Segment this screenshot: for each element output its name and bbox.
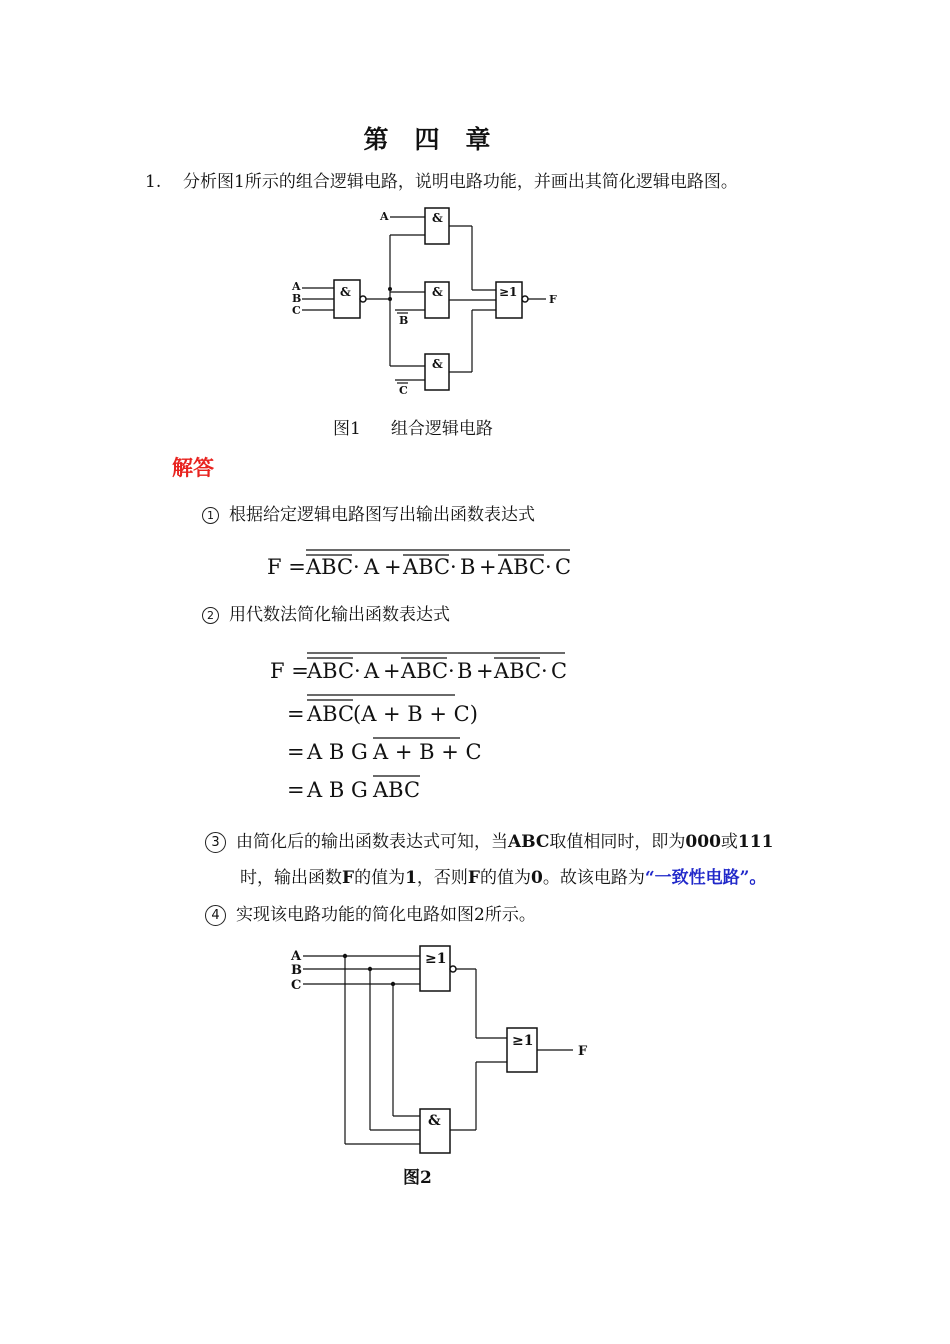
- svg-text:+: +: [384, 555, 402, 579]
- step-3-line2: 时，输出函数F的值为1，否则F的值为0。故该电路为“一致性电路”。: [240, 868, 767, 888]
- fig1-nand-label: &: [340, 285, 351, 299]
- svg-text:·: ·: [450, 555, 457, 579]
- figure2-circuit: [285, 938, 605, 1158]
- svg-text:ABC: ABC: [307, 659, 355, 683]
- fig1-side-input-b: B: [399, 314, 409, 327]
- eq2-line3-eq: =: [287, 740, 305, 764]
- fig1-input-b: B: [292, 292, 302, 305]
- fig1-side-input-c: C: [399, 384, 408, 397]
- fig1-and-top-label: &: [432, 211, 443, 225]
- fig2-input-b: B: [291, 963, 302, 978]
- fig1-and-mid-label: &: [432, 285, 443, 299]
- svg-text:ABC: ABC: [307, 702, 355, 726]
- step-2-marker: 2: [202, 607, 219, 624]
- svg-text:·: ·: [354, 659, 361, 683]
- fig2-input-a: A: [291, 949, 302, 964]
- question: [145, 167, 738, 192]
- fig1-input-c: C: [292, 304, 301, 317]
- figure1-caption-label: 图1: [333, 419, 361, 439]
- svg-text:·: ·: [448, 659, 455, 683]
- eq1-term1: ABC: [306, 555, 354, 579]
- svg-text:+: +: [476, 659, 494, 683]
- svg-text:+: +: [479, 555, 497, 579]
- svg-text:C: C: [555, 555, 572, 579]
- svg-text:A: A: [364, 659, 380, 683]
- step-1: [202, 500, 535, 525]
- svg-text:ABC: ABC: [494, 659, 542, 683]
- eq2-line2-eq: =: [287, 702, 305, 726]
- step-3: 3 由简化后的输出函数表达式可知，当ABC取值相同时，即为000或111: [205, 827, 773, 853]
- eq2-line3-abg: A B G: [307, 740, 368, 764]
- eq1-term3: ABC: [498, 555, 546, 579]
- fig1-and-bottom-label: &: [432, 357, 443, 371]
- fig2-or-label: ≥1: [512, 1033, 534, 1049]
- fig1-or-label: ≥1: [499, 285, 518, 299]
- equation-1: [262, 540, 582, 585]
- step-1-text: 根据给定逻辑电路图写出输出函数表达式: [229, 505, 535, 525]
- eq2-line4-abg: A B G: [307, 778, 368, 802]
- figure1-caption-text: 组合逻辑电路: [390, 419, 493, 439]
- eq2-line2-sum: (A + B + C): [353, 702, 478, 726]
- svg-text:B: B: [457, 659, 473, 683]
- step-1-marker: 1: [202, 507, 219, 524]
- svg-text:·: ·: [353, 555, 360, 579]
- fig1-output-f: F: [549, 293, 557, 306]
- fig2-input-c: C: [291, 978, 302, 993]
- equation-2: [265, 643, 585, 808]
- chapter-title: 第四章: [363, 125, 517, 154]
- step-3-marker: 3: [205, 832, 226, 853]
- fig2-and-label: &: [428, 1113, 441, 1129]
- svg-text:·: ·: [541, 659, 548, 683]
- eq2-line3-sum: A + B + C: [373, 740, 482, 764]
- step-2-text: 用代数法简化输出函数表达式: [229, 605, 450, 625]
- fig1-side-input-a: A: [380, 210, 389, 223]
- fig1-input-a: A: [292, 280, 301, 293]
- step-4-marker: 4: [205, 905, 226, 926]
- eq2-line4-eq: =: [287, 778, 305, 802]
- figure2-caption: 图2: [403, 1168, 432, 1188]
- svg-text:A: A: [364, 555, 380, 579]
- step-4: [205, 900, 536, 926]
- svg-text:ABC: ABC: [401, 659, 449, 683]
- svg-text:B: B: [460, 555, 476, 579]
- step-2: [202, 600, 450, 625]
- fig2-output-f: F: [578, 1044, 588, 1059]
- svg-text:C: C: [551, 659, 568, 683]
- answer-heading: 解答: [172, 455, 214, 480]
- eq2-line4-abc: ABC: [373, 778, 421, 802]
- consistency-circuit-highlight: “一致性电路”。: [644, 868, 767, 888]
- eq1-f: F =: [267, 555, 306, 579]
- step-4-text: 实现该电路功能的简化电路如图2所示。: [236, 905, 536, 925]
- fig2-nor-label: ≥1: [425, 951, 447, 967]
- figure1-caption: [333, 414, 493, 439]
- figure1-circuit: [280, 200, 580, 405]
- question-number: 1.: [145, 172, 162, 192]
- svg-text:·: ·: [545, 555, 552, 579]
- eq1-term2: ABC: [403, 555, 451, 579]
- eq2-f: F =: [270, 659, 309, 683]
- svg-text:+: +: [383, 659, 401, 683]
- question-text: 分析图1所示的组合逻辑电路，说明电路功能，并画出其简化逻辑电路图。: [183, 172, 738, 192]
